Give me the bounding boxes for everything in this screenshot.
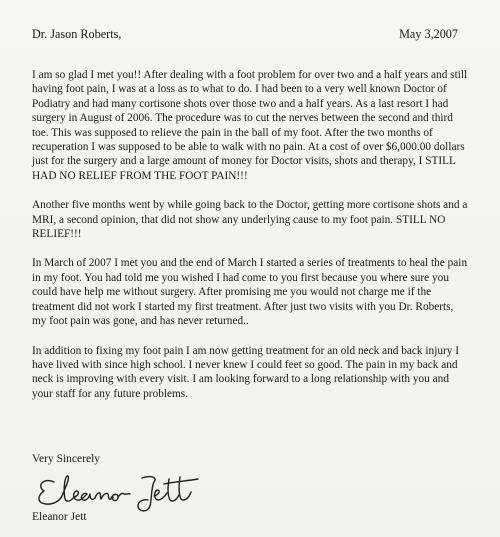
paragraph-1: I am so glad I met you!! After dealing with a foot problem for over two and a half years and still having foot pain, I was at a loss as to what to do. I had been to a very well known Doctor of Podiatry and had many cortisone shots over those two and a half years. As a last resort I had surgery in August of 2006. The procedure was to cut the nerves between the second and third toe. This was supposed to relieve the pain in the ball of my foot. After the two months of recuperation I was supposed to be able to walk with no pain. At a cost of over $6,000.00 dollars just for the surgery and a large amount of money for Doctor visits, shots and therapy, I STILL HAD NO RELIEF FROM THE FOOT PAIN!!! xyxy=(32,69,468,182)
paragraph-3: In March of 2007 I met you and the end of March I started a series of treatments to heal the pain in my foot. You had told me you wished I had come to you first because you where sure you could have help me without surgery. After promising me you would not charge me if the treatment did not work I started my first treatment. After just two visits with you Dr. Roberts, my foot pain was gone, and has never returned.. xyxy=(32,257,468,328)
closing: Very Sincerely xyxy=(32,453,101,465)
handwritten-signature xyxy=(32,468,202,516)
paragraph-2: Another five months went by while going back to the Doctor, getting more cortisone shots and a MRI, a second opinion, that did not show any underlying cause to my foot pain. STILL NO RELIEF!!! xyxy=(32,199,468,241)
signer-name: Eleanor Jett xyxy=(32,511,87,523)
salutation: Dr. Jason Roberts, xyxy=(32,27,122,41)
paragraph-4: In addition to fixing my foot pain I am now getting treatment for an old neck and back injury I have lived with since high school. I never knew I could feet so good. The pain in my back and neck is improving with every visit. I am looking forward to a long relationship with you and your staff for any future problems. xyxy=(32,344,459,400)
letter-body xyxy=(32,68,470,416)
letter-date: May 3,2007 xyxy=(399,27,458,41)
